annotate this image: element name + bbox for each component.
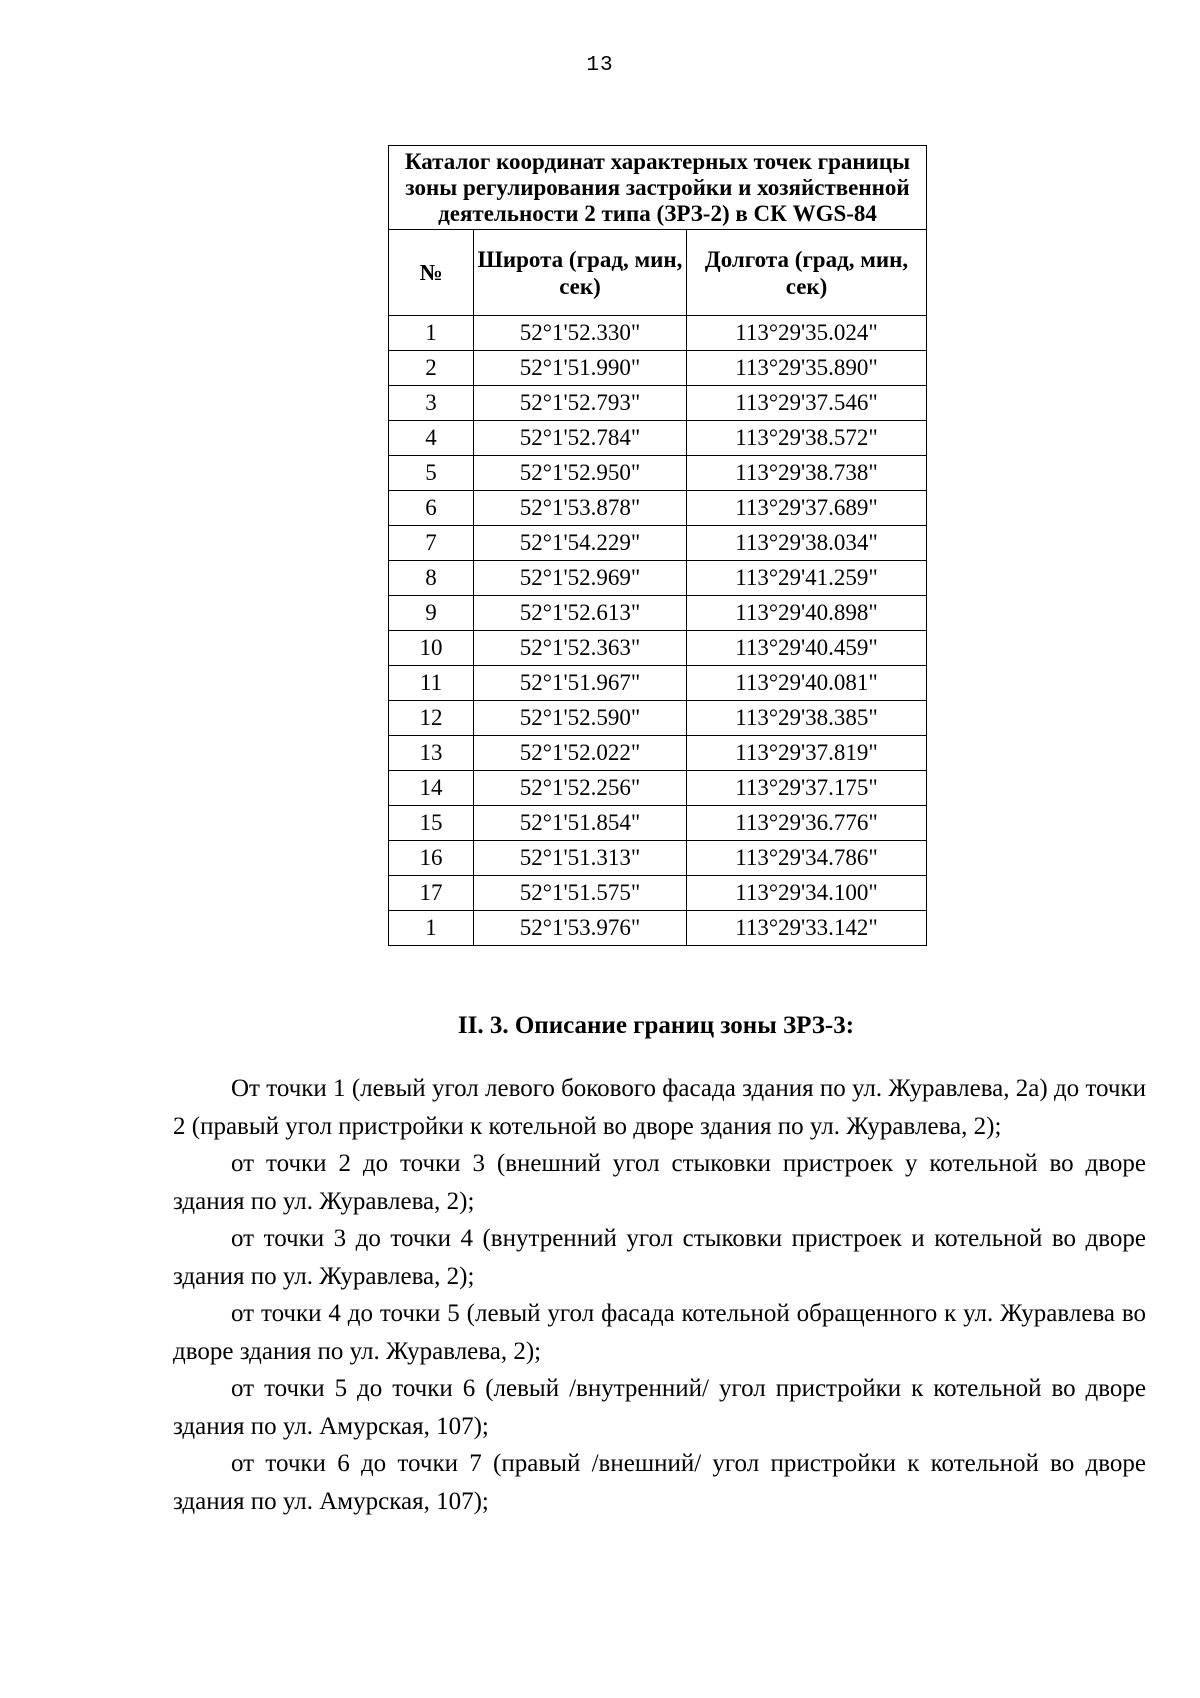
table-row <box>389 421 927 456</box>
table-row <box>389 316 927 351</box>
longitude-value: 113°29'37.546" <box>687 386 927 421</box>
table-row <box>389 456 927 491</box>
longitude-value: 113°29'35.024" <box>687 316 927 351</box>
description-paragraph: от точки 6 до точки 7 (правый /внешний/ угол пристройки к котельной во дворе здания по ул. Амурская, 107); <box>173 1450 1146 1515</box>
latitude-value: 52°1'51.967" <box>474 666 687 701</box>
point-number: 6 <box>389 491 474 526</box>
point-number: 1 <box>389 316 474 351</box>
table-row <box>389 771 927 806</box>
point-number: 14 <box>389 771 474 806</box>
description-paragraph: от точки 5 до точки 6 (левый /внутренний/ угол пристройки к котельной во дворе здания по ул. Амурская, 107); <box>173 1375 1146 1440</box>
longitude-value: 113°29'34.786" <box>687 841 927 876</box>
point-number: 1 <box>389 911 474 946</box>
longitude-value: 113°29'40.898" <box>687 596 927 631</box>
section-title: II. 3. Описание границ зоны ЗРЗ-3: <box>457 1012 855 1039</box>
point-number: 15 <box>389 806 474 841</box>
description-paragraph: от точки 4 до точки 5 (левый угол фасада котельной обращенного к ул. Журавлева во дворе здания по ул. Журавлева, 2); <box>173 1300 1146 1365</box>
point-number: 3 <box>389 386 474 421</box>
longitude-value: 113°29'38.572" <box>687 421 927 456</box>
table-row <box>389 491 927 526</box>
table-caption-row <box>389 146 927 230</box>
point-number: 2 <box>389 351 474 386</box>
latitude-value: 52°1'51.854" <box>474 806 687 841</box>
latitude-value: 52°1'52.950" <box>474 456 687 491</box>
point-number: 7 <box>389 526 474 561</box>
longitude-value: 113°29'36.776" <box>687 806 927 841</box>
point-number: 17 <box>389 876 474 911</box>
longitude-value: 113°29'38.385" <box>687 701 927 736</box>
table-row <box>389 386 927 421</box>
table-row <box>389 911 927 946</box>
latitude-value: 52°1'51.990" <box>474 351 687 386</box>
column-header-longitude: Долгота (град, мин, сек) <box>687 230 927 316</box>
latitude-value: 52°1'52.256" <box>474 771 687 806</box>
longitude-value: 113°29'38.738" <box>687 456 927 491</box>
point-number: 11 <box>389 666 474 701</box>
table-caption: Каталог координат характерных точек границы зоны регулирования застройки и хозяйственной деятельности 2 типа (ЗРЗ-2) в СК WGS-84 <box>389 146 927 230</box>
point-number: 10 <box>389 631 474 666</box>
point-number: 8 <box>389 561 474 596</box>
latitude-value: 52°1'52.613" <box>474 596 687 631</box>
point-number: 9 <box>389 596 474 631</box>
table-row <box>389 666 927 701</box>
latitude-value: 52°1'52.330" <box>474 316 687 351</box>
table-row <box>389 876 927 911</box>
page-number: 13 <box>586 54 614 77</box>
table-row <box>389 526 927 561</box>
latitude-value: 52°1'52.590" <box>474 701 687 736</box>
longitude-value: 113°29'41.259" <box>687 561 927 596</box>
longitude-value: 113°29'40.459" <box>687 631 927 666</box>
table-row <box>389 841 927 876</box>
latitude-value: 52°1'51.575" <box>474 876 687 911</box>
table-row <box>389 561 927 596</box>
latitude-value: 52°1'54.229" <box>474 526 687 561</box>
longitude-value: 113°29'33.142" <box>687 911 927 946</box>
latitude-value: 52°1'53.878" <box>474 491 687 526</box>
longitude-value: 113°29'37.819" <box>687 736 927 771</box>
point-number: 5 <box>389 456 474 491</box>
longitude-value: 113°29'37.175" <box>687 771 927 806</box>
longitude-value: 113°29'35.890" <box>687 351 927 386</box>
longitude-value: 113°29'37.689" <box>687 491 927 526</box>
latitude-value: 52°1'51.313" <box>474 841 687 876</box>
table-row <box>389 701 927 736</box>
latitude-value: 52°1'52.793" <box>474 386 687 421</box>
description-paragraph: от точки 2 до точки 3 (внешний угол стыковки пристроек у котельной во дворе здания по ул. Журавлева, 2); <box>173 1150 1146 1215</box>
coordinates-table <box>388 145 927 946</box>
latitude-value: 52°1'52.969" <box>474 561 687 596</box>
longitude-value: 113°29'40.081" <box>687 666 927 701</box>
column-header-number: № <box>389 230 474 316</box>
point-number: 4 <box>389 421 474 456</box>
point-number: 12 <box>389 701 474 736</box>
table-row <box>389 351 927 386</box>
longitude-value: 113°29'38.034" <box>687 526 927 561</box>
table-header-row <box>389 230 927 316</box>
description-paragraph: от точки 3 до точки 4 (внутренний угол стыковки пристроек и котельной во дворе здания по ул. Журавлева, 2); <box>173 1225 1146 1290</box>
point-number: 16 <box>389 841 474 876</box>
longitude-value: 113°29'34.100" <box>687 876 927 911</box>
table-row <box>389 631 927 666</box>
column-header-latitude: Широта (град, мин, сек) <box>474 230 687 316</box>
table-row <box>389 596 927 631</box>
boundary-description <box>173 1070 1146 1520</box>
latitude-value: 52°1'52.784" <box>474 421 687 456</box>
latitude-value: 52°1'52.363" <box>474 631 687 666</box>
description-paragraph: От точки 1 (левый угол левого бокового фасада здания по ул. Журавлева, 2а) до точки 2 (правый угол пристройки к котельной во дворе здания по ул. Журавлева, 2); <box>173 1075 1146 1140</box>
latitude-value: 52°1'52.022" <box>474 736 687 771</box>
table-row <box>389 806 927 841</box>
latitude-value: 52°1'53.976" <box>474 911 687 946</box>
point-number: 13 <box>389 736 474 771</box>
table-row <box>389 736 927 771</box>
